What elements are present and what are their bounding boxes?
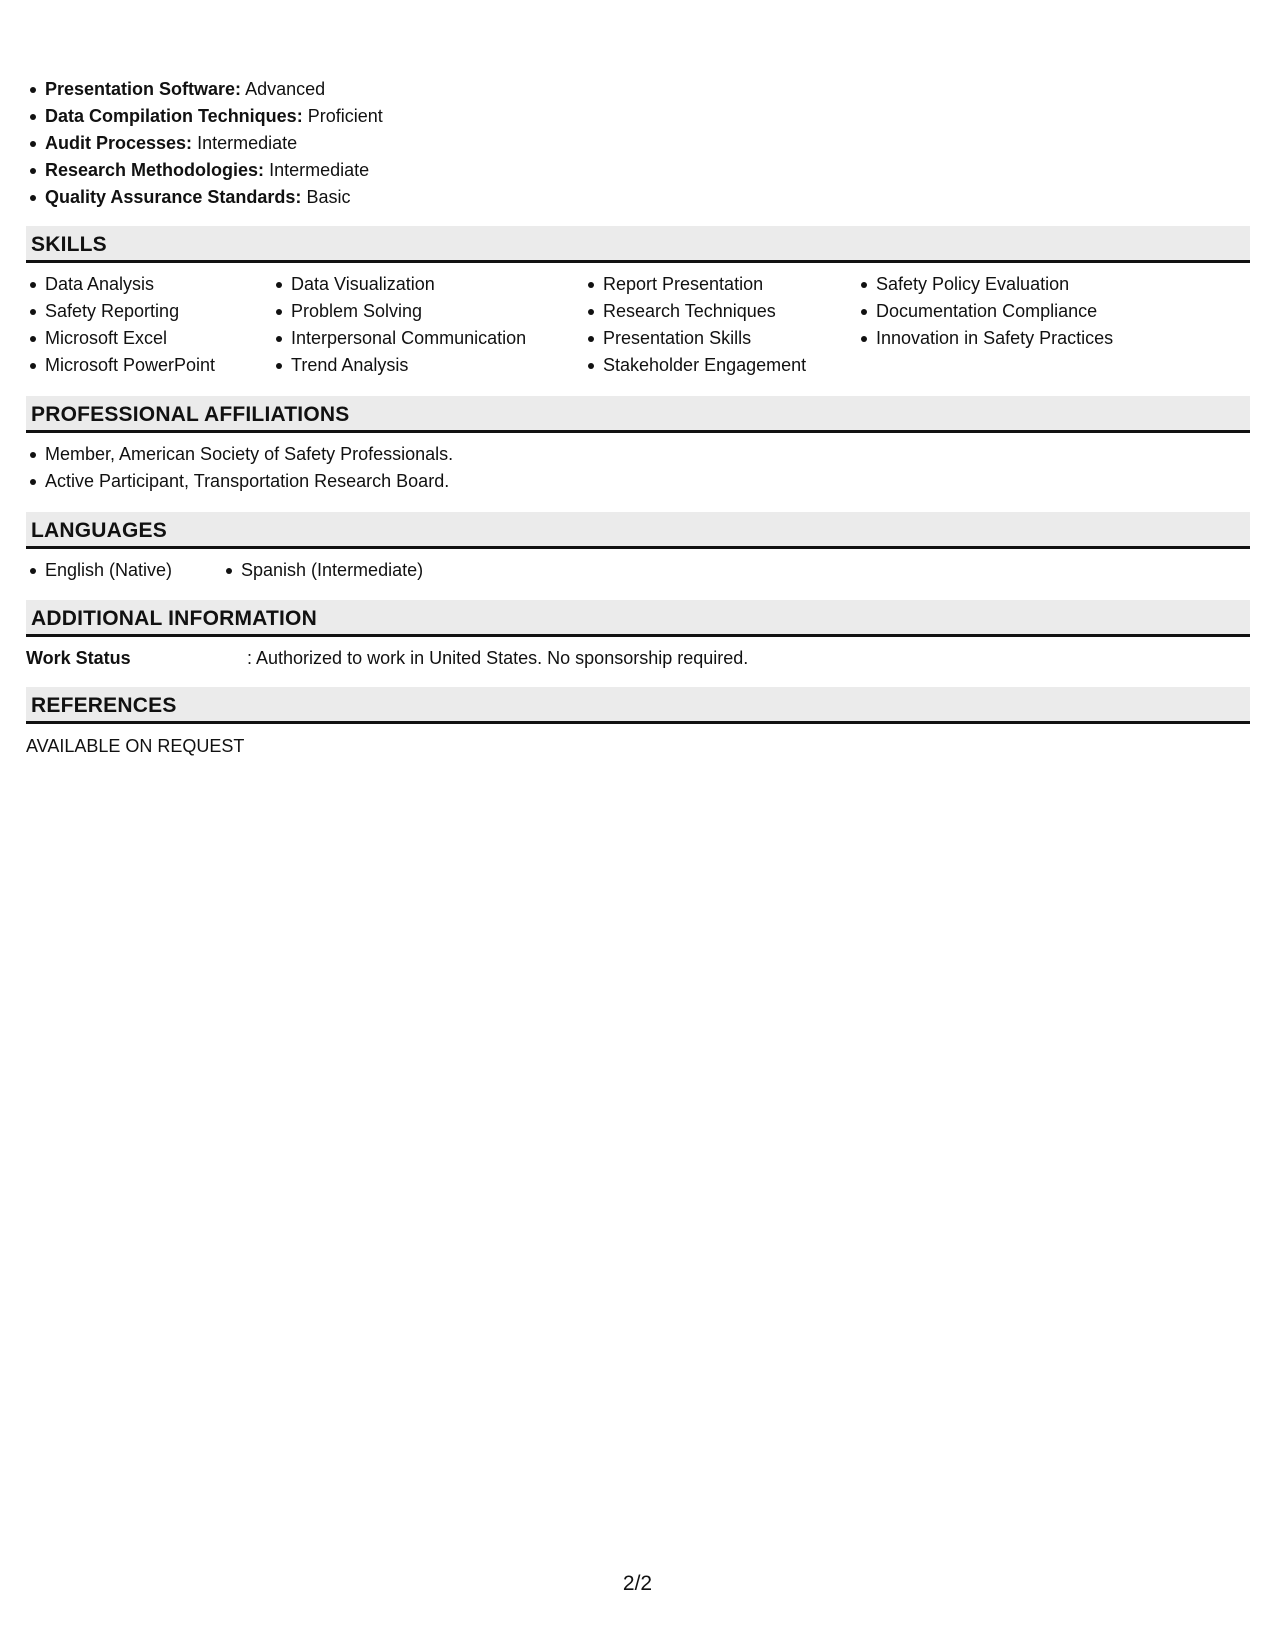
list-item <box>45 130 1250 157</box>
list-item: Problem Solving <box>291 298 584 325</box>
list-item: Interpersonal Communication <box>291 325 584 352</box>
section-header-languages: LANGUAGES <box>26 512 1250 549</box>
skills-column <box>26 271 272 379</box>
skills-column <box>857 271 1176 379</box>
list-item: Documentation Compliance <box>876 298 1176 325</box>
work-status-row <box>26 645 1250 672</box>
skill-level: Intermediate <box>197 133 298 153</box>
list-item: English (Native) <box>45 557 222 584</box>
language-column <box>222 557 423 584</box>
page-number: 2/2 <box>622 1572 653 1595</box>
skill-label: Quality Assurance Standards: <box>45 187 302 207</box>
list-item: Microsoft PowerPoint <box>45 352 272 379</box>
section-header-affiliations: PROFESSIONAL AFFILIATIONS <box>26 396 1250 433</box>
list-item: Report Presentation <box>603 271 857 298</box>
list-item: Data Analysis <box>45 271 272 298</box>
list-item <box>45 103 1250 130</box>
list-item: Active Participant, Transportation Research Board. <box>45 468 1250 495</box>
list-item <box>45 184 1250 211</box>
list-item: Presentation Skills <box>603 325 857 352</box>
technical-skills-list <box>26 76 1250 211</box>
list-item: Research Techniques <box>603 298 857 325</box>
list-item: Trend Analysis <box>291 352 584 379</box>
section-header-skills: SKILLS <box>26 226 1250 263</box>
list-item <box>45 157 1250 184</box>
skill-level: Basic <box>306 187 351 207</box>
skills-column <box>272 271 584 379</box>
list-item: Stakeholder Engagement <box>603 352 857 379</box>
list-item: Microsoft Excel <box>45 325 272 352</box>
skill-label: Data Compilation Techniques: <box>45 106 303 126</box>
work-status-value: : Authorized to work in United States. No sponsorship required. <box>247 648 749 668</box>
list-item: Member, American Society of Safety Professionals. <box>45 441 1250 468</box>
skill-label: Audit Processes: <box>45 133 193 153</box>
section-header-additional-information: ADDITIONAL INFORMATION <box>26 600 1250 637</box>
work-status-label: Work Status <box>26 648 131 668</box>
affiliations-list <box>26 441 1250 495</box>
skills-column <box>584 271 857 379</box>
skill-label: Presentation Software: <box>45 79 242 99</box>
list-item: Data Visualization <box>291 271 584 298</box>
skill-level: Proficient <box>307 106 383 126</box>
skills-grid <box>26 271 1250 379</box>
list-item: Safety Policy Evaluation <box>876 271 1176 298</box>
skill-level: Advanced <box>245 79 326 99</box>
resume-page <box>26 76 1250 760</box>
languages-list <box>26 557 1250 584</box>
list-item <box>45 76 1250 103</box>
section-header-references: REFERENCES <box>26 687 1250 724</box>
references-text: AVAILABLE ON REQUEST <box>26 736 245 756</box>
list-item: Spanish (Intermediate) <box>241 557 423 584</box>
language-column <box>26 557 222 584</box>
skill-label: Research Methodologies: <box>45 160 265 180</box>
list-item: Safety Reporting <box>45 298 272 325</box>
list-item: Innovation in Safety Practices <box>876 325 1176 352</box>
skill-level: Intermediate <box>269 160 370 180</box>
